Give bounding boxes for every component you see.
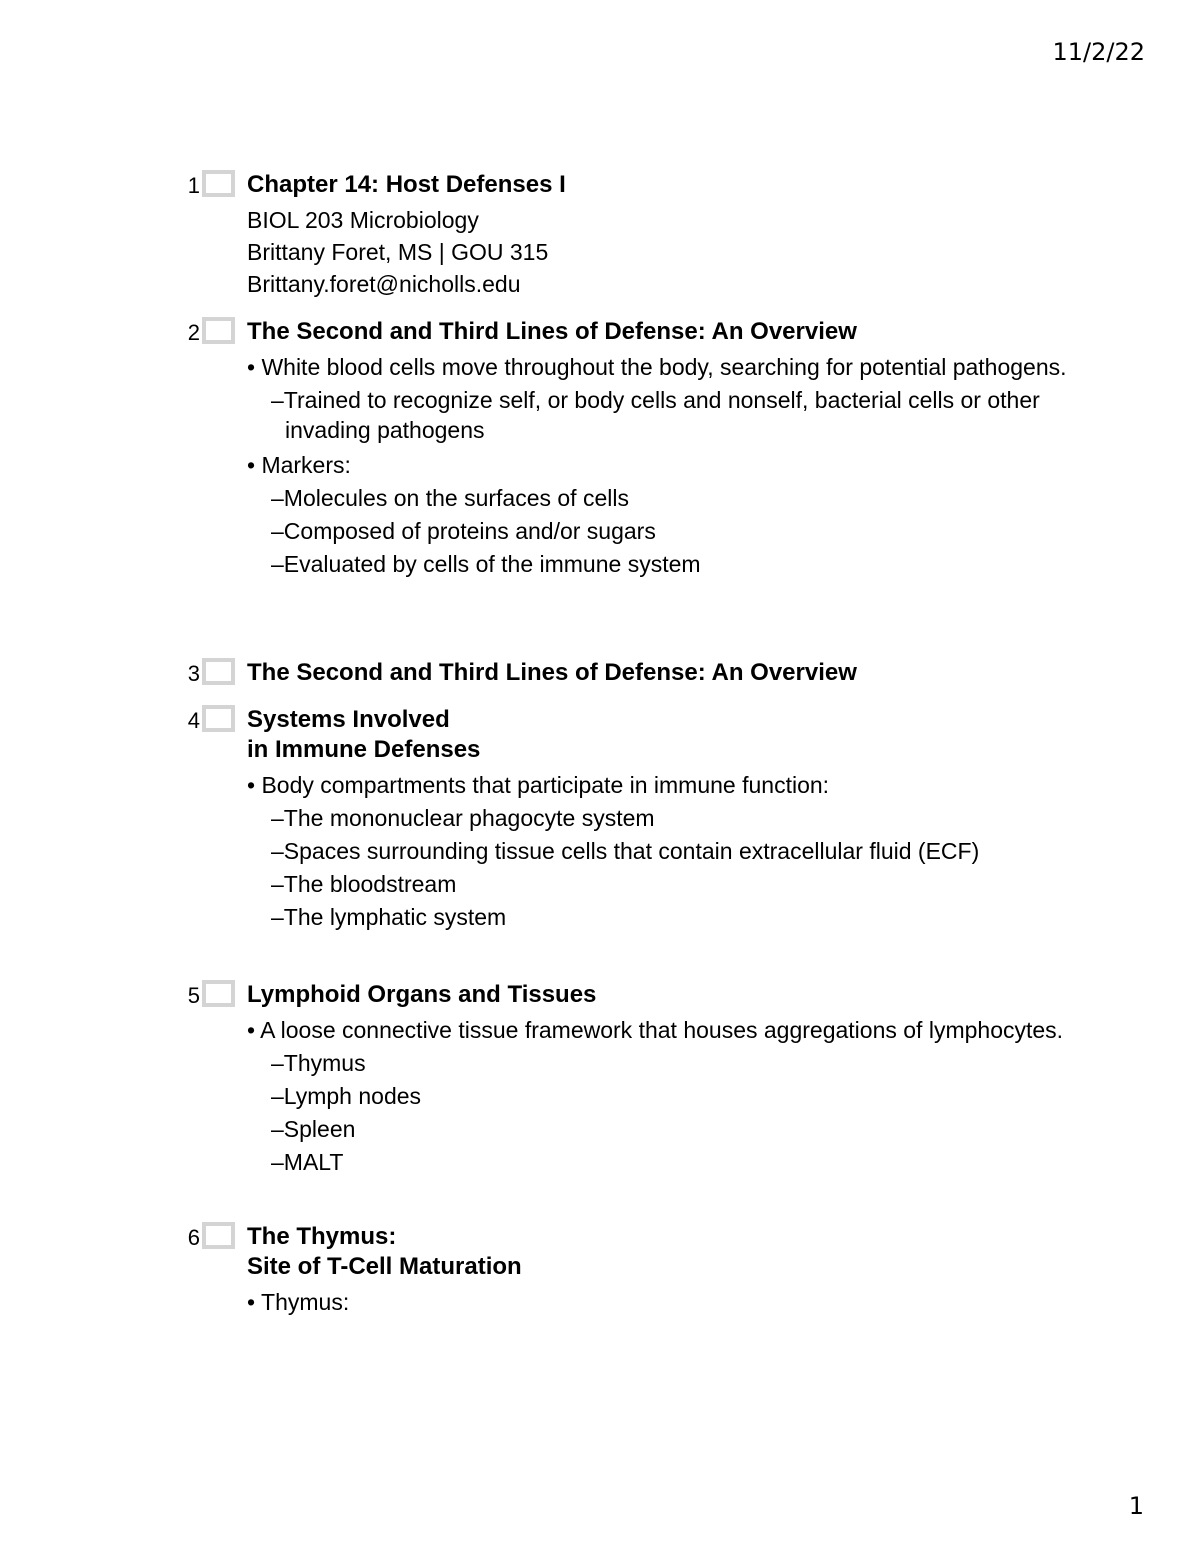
slide-checkbox[interactable]: [202, 658, 235, 685]
slide-title: The Second and Third Lines of Defense: An Overview: [247, 318, 857, 345]
bullet-item: • White blood cells move throughout the body, searching for potential pathogens.: [247, 354, 1067, 380]
slide-checkbox[interactable]: [202, 170, 235, 197]
sub-bullet-item: –Composed of proteins and/or sugars: [271, 518, 656, 544]
instructor-line: Brittany Foret, MS | GOU 315: [247, 239, 549, 265]
print-date: 11/2/22: [1052, 38, 1145, 66]
slide-checkbox[interactable]: [202, 980, 235, 1007]
bullet-item: • Thymus:: [247, 1289, 350, 1315]
sub-bullet-item: –Spleen: [271, 1116, 356, 1142]
sub-bullet-item: –Molecules on the surfaces of cells: [271, 485, 629, 511]
slide-title-line: Systems Involved: [247, 706, 450, 733]
slide-content: [247, 980, 1067, 1177]
slide-content: [247, 1222, 1067, 1317]
slide-title: Lymphoid Organs and Tissues: [247, 981, 597, 1008]
slide-number: 4: [187, 708, 200, 733]
slide-checkbox[interactable]: [202, 705, 235, 732]
bullet-item: • A loose connective tissue framework that houses aggregations of lymphocytes.: [247, 1017, 1064, 1043]
slide-number: 5: [187, 983, 200, 1008]
slide-content: [247, 658, 1067, 688]
slide-number: 3: [187, 661, 200, 686]
sub-bullet-item: –Evaluated by cells of the immune system: [271, 551, 701, 577]
slide-content: [247, 317, 1067, 579]
course-line: BIOL 203 Microbiology: [247, 207, 479, 233]
slide-checkbox[interactable]: [202, 1222, 235, 1249]
slide-number: 1: [187, 173, 200, 198]
slide-content: [247, 170, 1067, 300]
bullet-item: • Body compartments that participate in immune function:: [247, 772, 830, 798]
bullet-item: • Markers:: [247, 452, 351, 478]
sub-bullet-item: –The bloodstream: [271, 871, 457, 897]
slide-title: The Second and Third Lines of Defense: An Overview: [247, 659, 857, 686]
slide-title-line: Site of T-Cell Maturation: [247, 1253, 522, 1280]
sub-bullet-item: –The lymphatic system: [271, 904, 507, 930]
sub-bullet-item: –Trained to recognize self, or body cells and nonself, bacterial cells or other invading pathogens: [271, 387, 1040, 443]
slide-title-line: The Thymus:: [247, 1223, 397, 1250]
slide-checkbox[interactable]: [202, 317, 235, 344]
sub-bullet-item: –Spaces surrounding tissue cells that contain extracellular fluid (ECF): [271, 838, 980, 864]
slide-number: 6: [187, 1225, 200, 1250]
sub-bullet-item: –The mononuclear phagocyte system: [271, 805, 655, 831]
slide-title: Chapter 14: Host Defenses I: [247, 171, 566, 198]
sub-bullet-item: –MALT: [271, 1149, 344, 1175]
slide-number: 2: [187, 320, 200, 345]
slide-content: [247, 705, 1067, 932]
email-line: Brittany.foret@nicholls.edu: [247, 271, 521, 297]
sub-bullet-item: –Lymph nodes: [271, 1083, 422, 1109]
sub-bullet-item: –Thymus: [271, 1050, 366, 1076]
page-number: 1: [1128, 1492, 1144, 1520]
slide-title-line: in Immune Defenses: [247, 736, 481, 763]
